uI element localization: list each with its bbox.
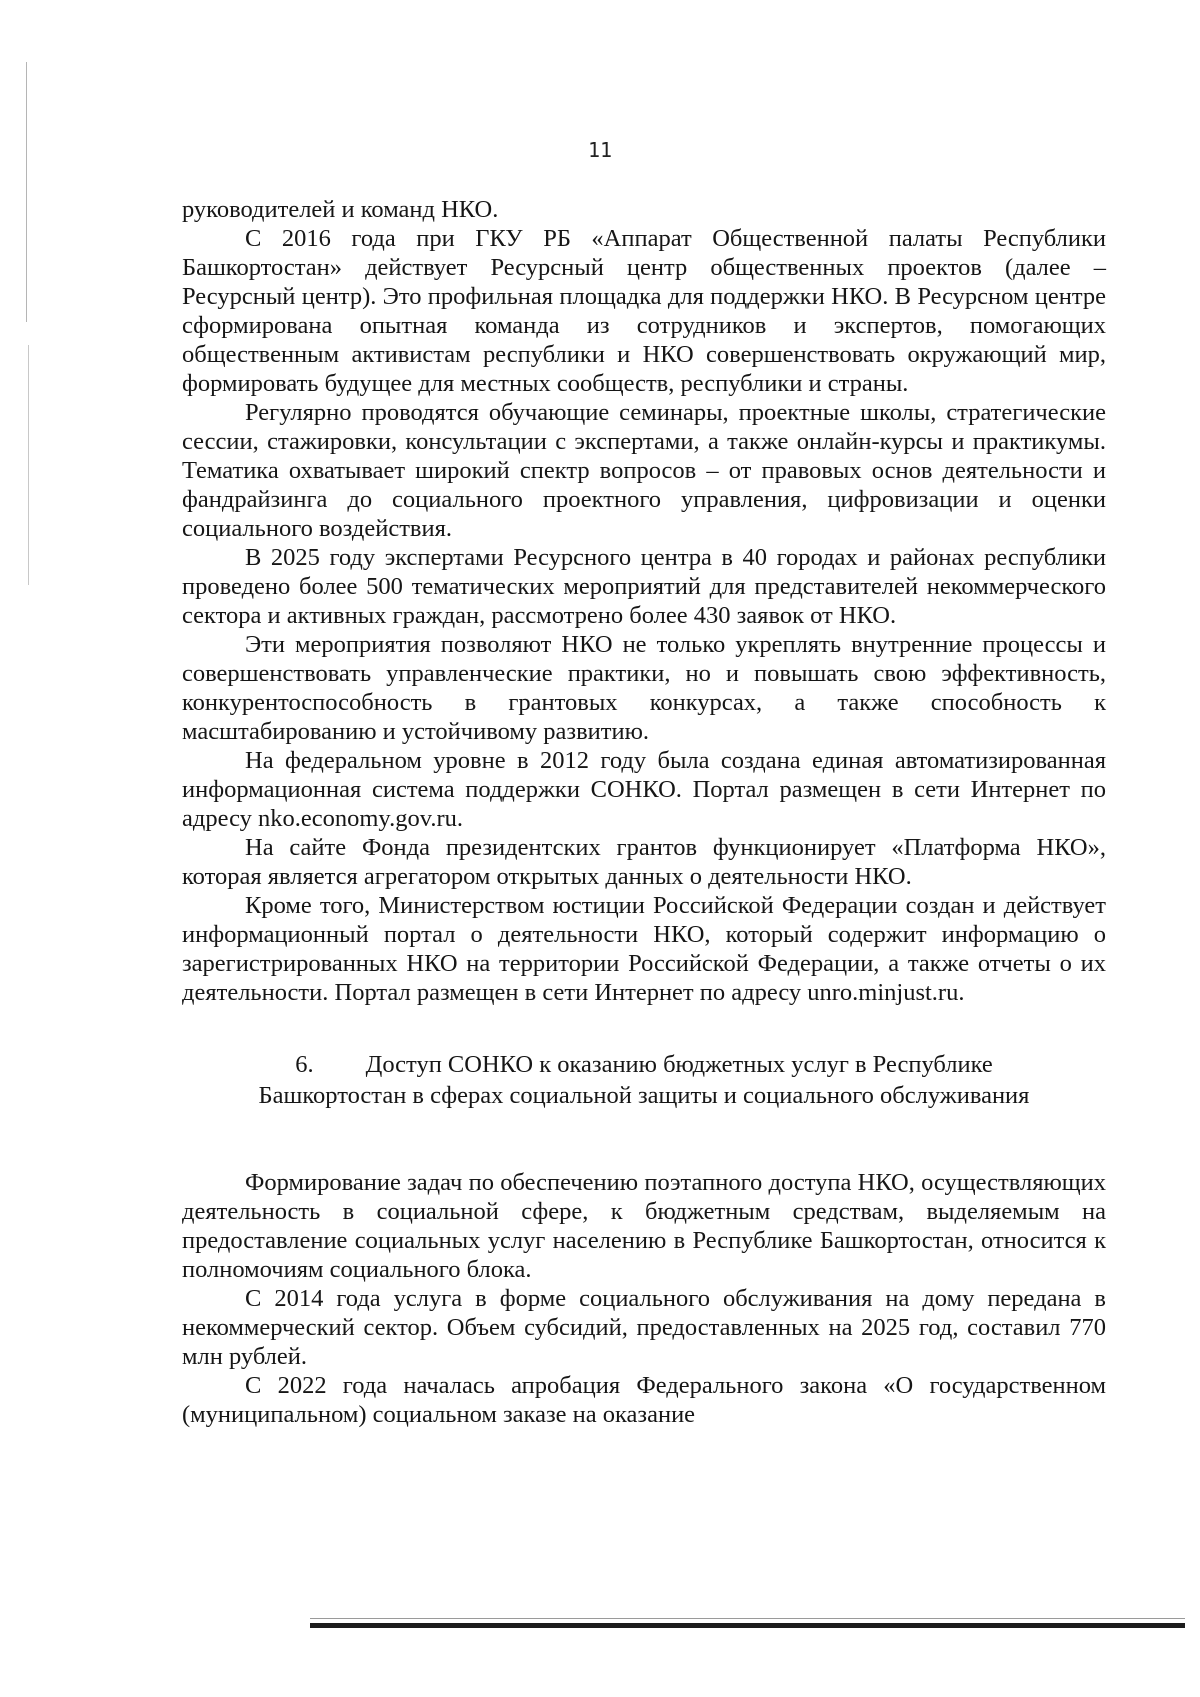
paragraph-training: Регулярно проводятся обучающие семинары, проектные школы, стратегические сессии, стажировки, консультации с экспертами, а также онлайн-курсы и практикумы. Тематика охватывает широкий спектр вопросов – от правовых основ деятельности и фандрайзинга до социального проектного управления, цифровизации и оценки социального воздействия.	[182, 399, 1106, 542]
scan-edge-mark	[26, 62, 27, 322]
paragraph-budget-access: Формирование задач по обеспечению поэтапного доступа НКО, осуществляющих деятельность в социальной сфере, к бюджетным средствам, выделяемым на предоставление социальных услуг населению в Республике Башкортостан, относится к полномочиям социального блока.	[182, 1169, 1106, 1283]
scan-edge-mark	[28, 345, 29, 585]
scan-bottom-rule-thin	[310, 1618, 1185, 1619]
scan-bottom-rule	[310, 1623, 1185, 1628]
section-number: 6.	[295, 1051, 314, 1078]
page-number: 11	[587, 138, 613, 162]
paragraph-home-service: С 2014 года услуга в форме социального обслуживания на дому передана в некоммерческий сектор. Объем субсидий, предоставленных на 2025 год, составил 770 млн рублей.	[182, 1285, 1106, 1370]
section-heading-line1	[182, 1049, 1106, 1080]
paragraph-social-order-law: С 2022 года началась апробация Федерального закона «О государственном (муниципальном) социальном заказе на оказание	[182, 1372, 1106, 1428]
paragraph-benefits: Эти мероприятия позволяют НКО не только укреплять внутренние процессы и совершенствовать управленческие практики, но и повышать свою эффективность, конкурентоспособность в грантовых конкурсах, а также способность к масштабированию и устойчивому развитию.	[182, 631, 1106, 745]
paragraph-federal-system: На федеральном уровне в 2012 году была создана единая автоматизированная информационная система поддержки СОНКО. Портал размещен в сети Интернет по адресу nko.economy.gov.ru.	[182, 747, 1106, 832]
section-title-line2: Башкортостан в сферах социальной защиты и социального обслуживания	[258, 1082, 1030, 1109]
paragraph-resource-center: С 2016 года при ГКУ РБ «Аппарат Общественной палаты Республики Башкортостан» действует Ресурсный центр общественных проектов (далее – Ресурсный центр). Это профильная площадка для поддержки НКО. В Ресурсном центре сформирована опытная команда из сотрудников и экспертов, помогающих общественным активистам республики и НКО совершенствовать окружающий мир, формировать будущее для местных сообществ, республики и страны.	[182, 225, 1106, 397]
paragraph-2025-events: В 2025 году экспертами Ресурсного центра в 40 городах и районах республики проведено более 500 тематических мероприятий для представителей некоммерческого сектора и активных граждан, рассмотрено более 430 заявок от НКО.	[182, 544, 1106, 629]
paragraph-continued: руководителей и команд НКО.	[182, 196, 499, 223]
paragraph-grants-platform: На сайте Фонда президентских грантов функционирует «Платформа НКО», которая является агрегатором открытых данных о деятельности НКО.	[182, 834, 1106, 890]
section-heading	[182, 1049, 1106, 1111]
paragraph-minjust-portal: Кроме того, Министерством юстиции Российской Федерации создан и действует информационный портал о деятельности НКО, который содержит информацию о зарегистрированных НКО на территории Российской Федерации, а также отчеты о их деятельности. Портал размещен в сети Интернет по адресу unro.minjust.ru.	[182, 892, 1106, 1006]
document-body	[182, 195, 1106, 1429]
section-title-line1: Доступ СОНКО к оказанию бюджетных услуг в Республике	[365, 1051, 993, 1078]
